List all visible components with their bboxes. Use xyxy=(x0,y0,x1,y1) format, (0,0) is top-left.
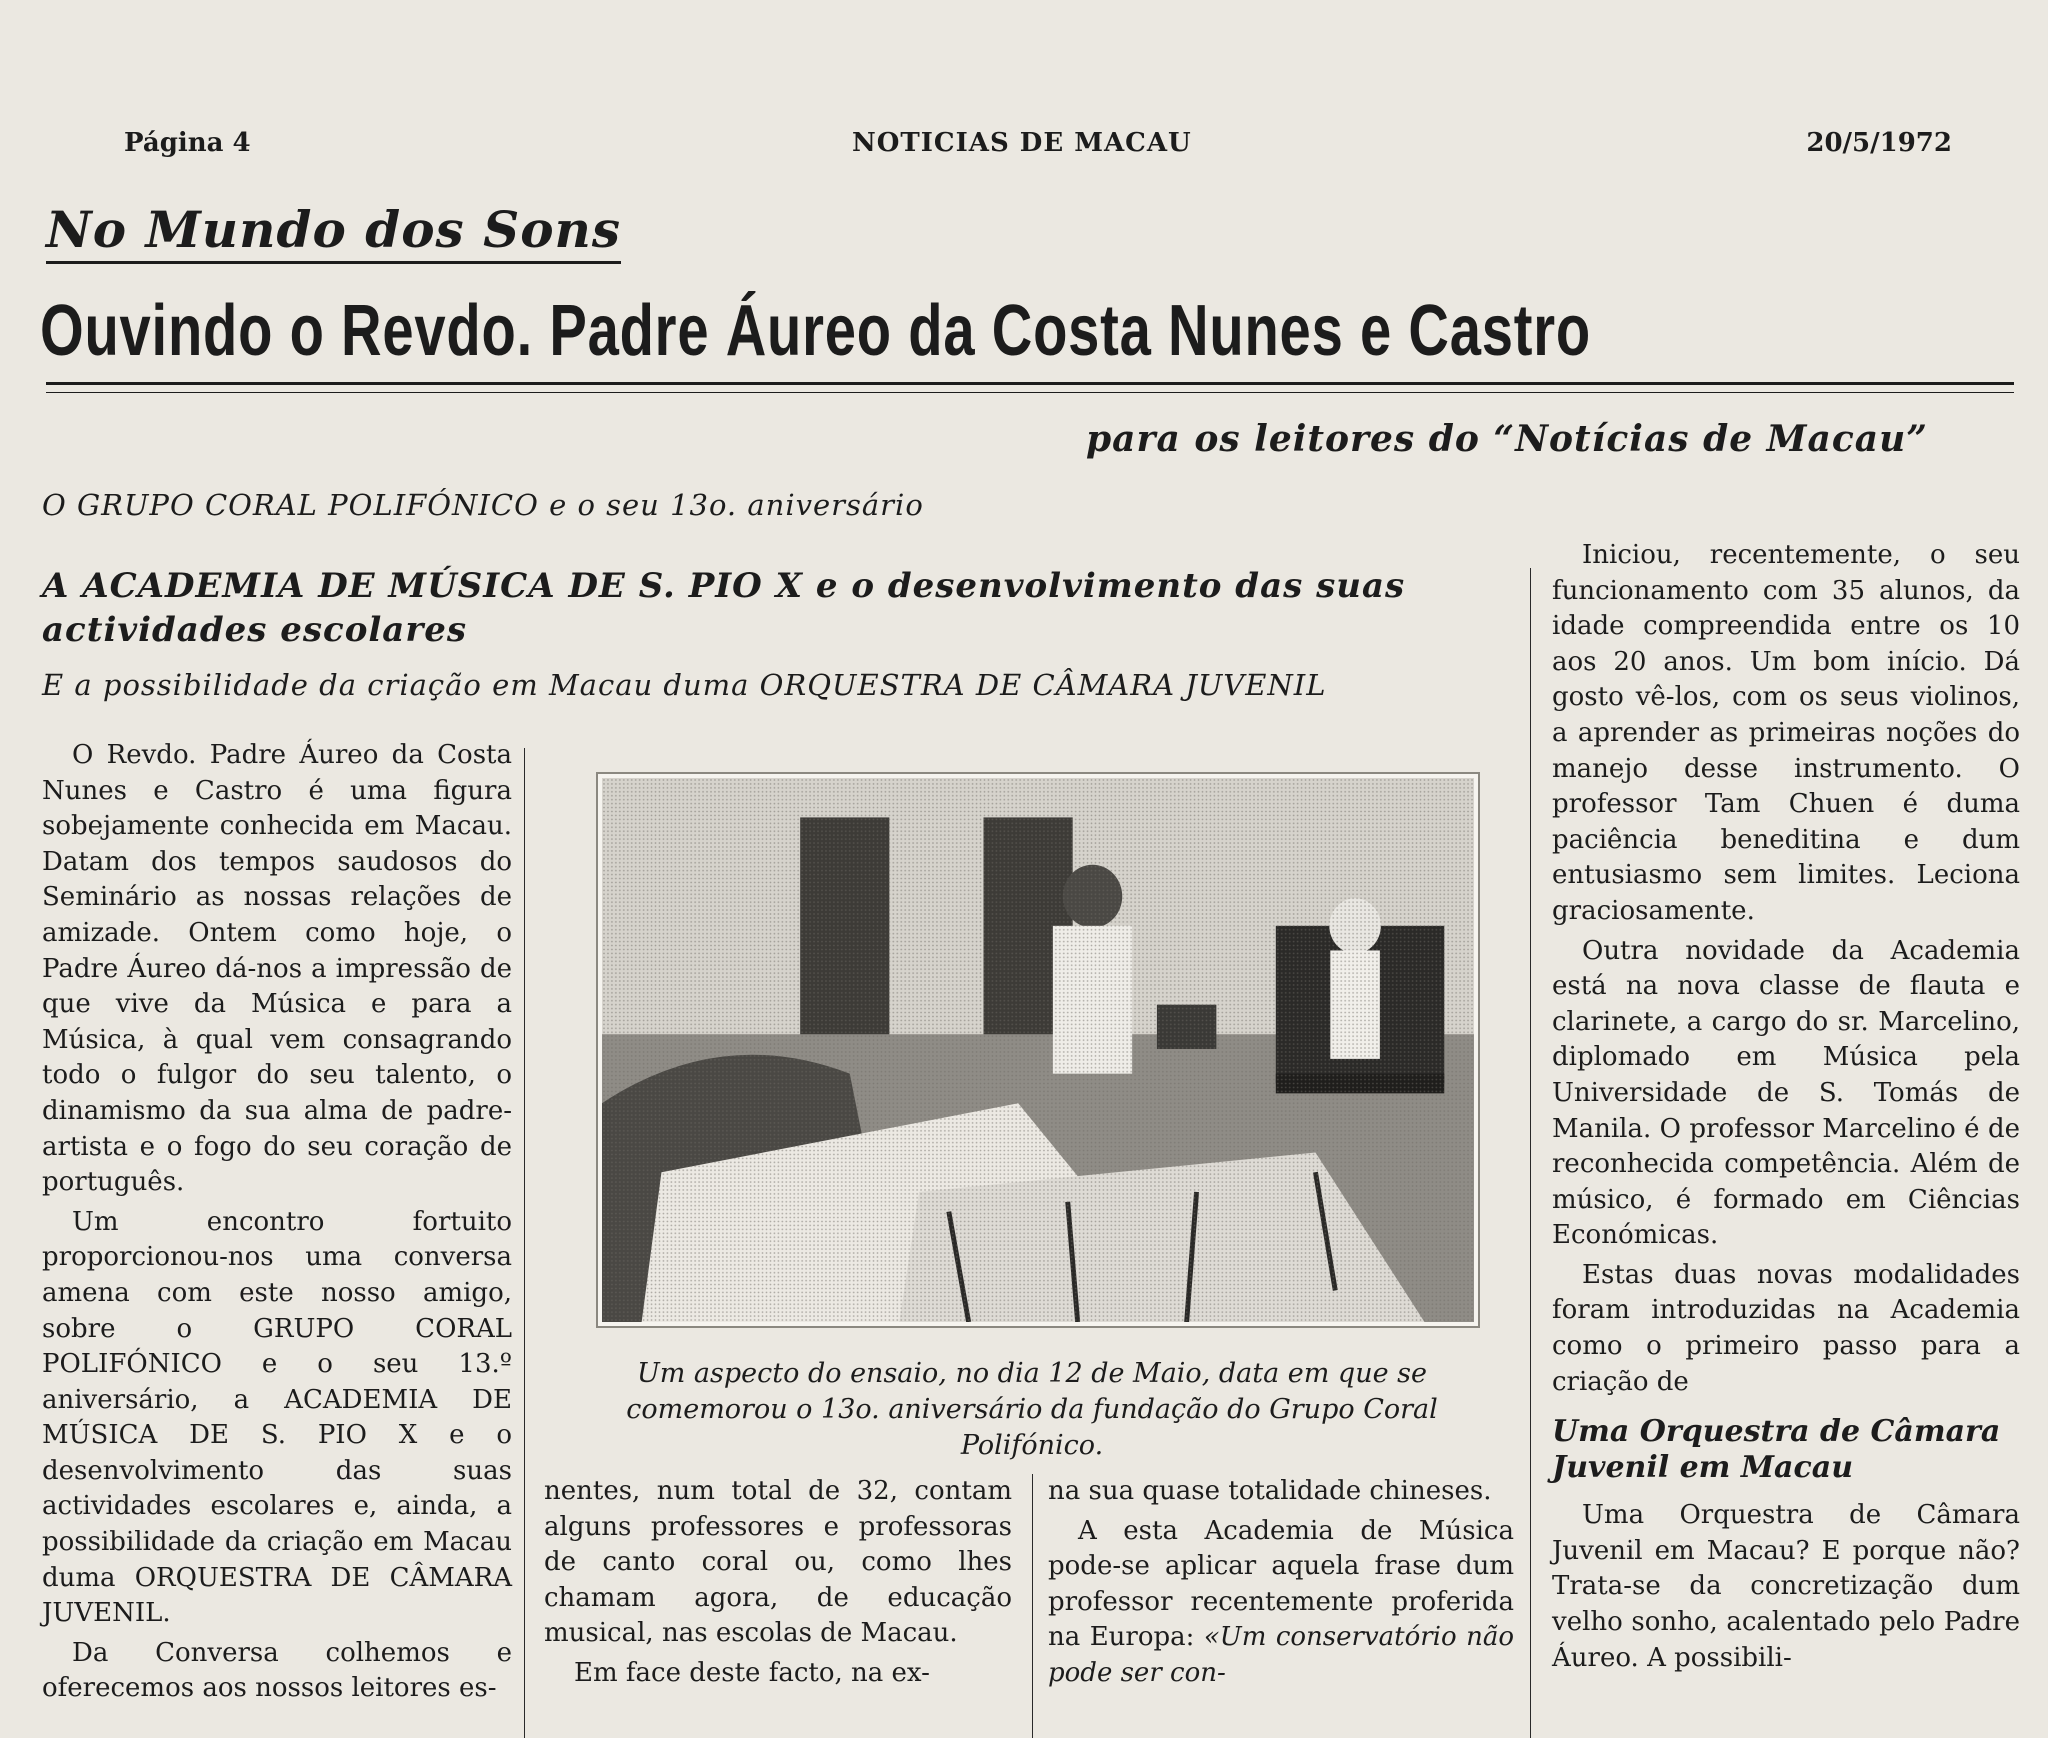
paragraph: nentes, num total de 32, contam alguns professores e professoras de canto coral ou, como lhes chamam agora, de educação musical, nas escolas de Macau. xyxy=(544,1476,1012,1649)
paragraph: O Revdo. Padre Áureo da Costa Nunes e Castro é uma figura sobejamente conhecida em Macau. Datam dos tempos saudosos do Seminário as nossas relações de amizade. Ontem como hoje, o Padre Áureo dá-nos a impressão de que vive da Música e para a Música, à qual vem consagrando todo o fulgor do seu talento, o dinamismo da sua alma de padre-artista e o fogo do seu coração de português. xyxy=(42,740,512,1198)
headline-rule-thin xyxy=(46,392,2014,393)
paragraph: Estas duas novas modalidades foram introduzidas na Academia como o primeiro passo para a criação de xyxy=(1552,1259,2020,1397)
paragraph: na sua quase totalidade chineses. xyxy=(1048,1476,1492,1506)
column-divider xyxy=(1032,1474,1033,1738)
paragraph: Um encontro fortuito proporcionou-nos uma conversa amena com este nosso amigo, sobre o GRUPO CORAL POLIFÓNICO e o seu 13.º aniversário, a ACADEMIA DE MÚSICA DE S. PIO X e o desenvolvimento das suas actividades escolares e, ainda, a possibilidade da criação em Macau duma ORQUESTRA DE CÂMARA JUVENIL. xyxy=(42,1206,512,1629)
article-column-2b xyxy=(1048,1474,1514,1696)
deck-line-1: O GRUPO CORAL POLIFÓNICO e o seu 13o. aniversário xyxy=(42,488,924,522)
issue-date: 20/5/1972 xyxy=(1806,128,1952,158)
column-divider xyxy=(524,748,525,1738)
paragraph xyxy=(1048,1514,1514,1692)
rehearsal-photo xyxy=(598,774,1478,1326)
article-column-3 xyxy=(1552,538,2020,1680)
headline-rule xyxy=(46,382,2014,385)
paragraph-text: A esta Academia de Música pode-se aplicar aquela frase dum professor recentemente proferida na Europa: xyxy=(1048,1515,1514,1653)
column-divider xyxy=(1530,568,1531,1738)
deck-line-3: E a possibilidade da criação em Macau duma ORQUESTRA DE CÂMARA JUVENIL xyxy=(42,668,1327,702)
photo-image xyxy=(602,778,1474,1322)
paragraph: Iniciou, recentemente, o seu funcionamento com 35 alunos, da idade compreendida entre os 10 aos 20 anos. Um bom início. Dá gosto vê-los, com os seus violinos, a aprender as primeiras noções do manejo desse instrumento. O professor Tam Chuen é duma paciência beneditina e dum entusiasmo sem limites. Leciona graciosamente. xyxy=(1552,540,2020,926)
paragraph: Outra novidade da Academia está na nova classe de flauta e clarinete, a cargo do sr. Marcelino, diplomado em Música pela Universidade de S. Tomás de Manila. O professor Marcelino é de reconhecida competência. Além de músico, é formado em Ciências Económicas. xyxy=(1552,935,2020,1251)
subheading: Uma Orquestra de Câmara Juvenil em Macau xyxy=(1552,1414,2001,1486)
headline: Ouvindo o Revdo. Padre Áureo da Costa Nunes e Castro xyxy=(40,291,1591,371)
article-column-1 xyxy=(42,738,512,1711)
deck-line-2: A ACADEMIA DE MÚSICA DE S. PIO X e o desenvolvimento das suas actividades escolares xyxy=(42,566,1406,650)
article-column-2a xyxy=(544,1474,1012,1696)
page-number: Página 4 xyxy=(124,128,251,158)
newspaper-name: NOTICIAS DE MACAU xyxy=(852,128,1192,158)
section-title: No Mundo dos Sons xyxy=(46,200,621,264)
running-header xyxy=(124,128,1952,172)
kicker: para os leitores do “Notícias de Macau” xyxy=(1086,418,1928,460)
quote-text: «Um conservatório não pode ser con- xyxy=(1048,1622,1514,1688)
paragraph: Em face deste facto, na ex- xyxy=(574,1657,930,1688)
paragraph: Uma Orquestra de Câmara Juvenil em Macau? E porque não? Trata-se da concretização dum velho sonho, acalentado pelo Padre Áureo. A possibili- xyxy=(1552,1500,2020,1673)
paragraph: Da Conversa colhemos e oferecemos aos nossos leitores es- xyxy=(42,1637,512,1704)
photo-caption: Um aspecto do ensaio, no dia 12 de Maio, data em que se comemorou o 13o. aniversário da fundação do Grupo Coral Polifónico. xyxy=(626,1358,1438,1461)
